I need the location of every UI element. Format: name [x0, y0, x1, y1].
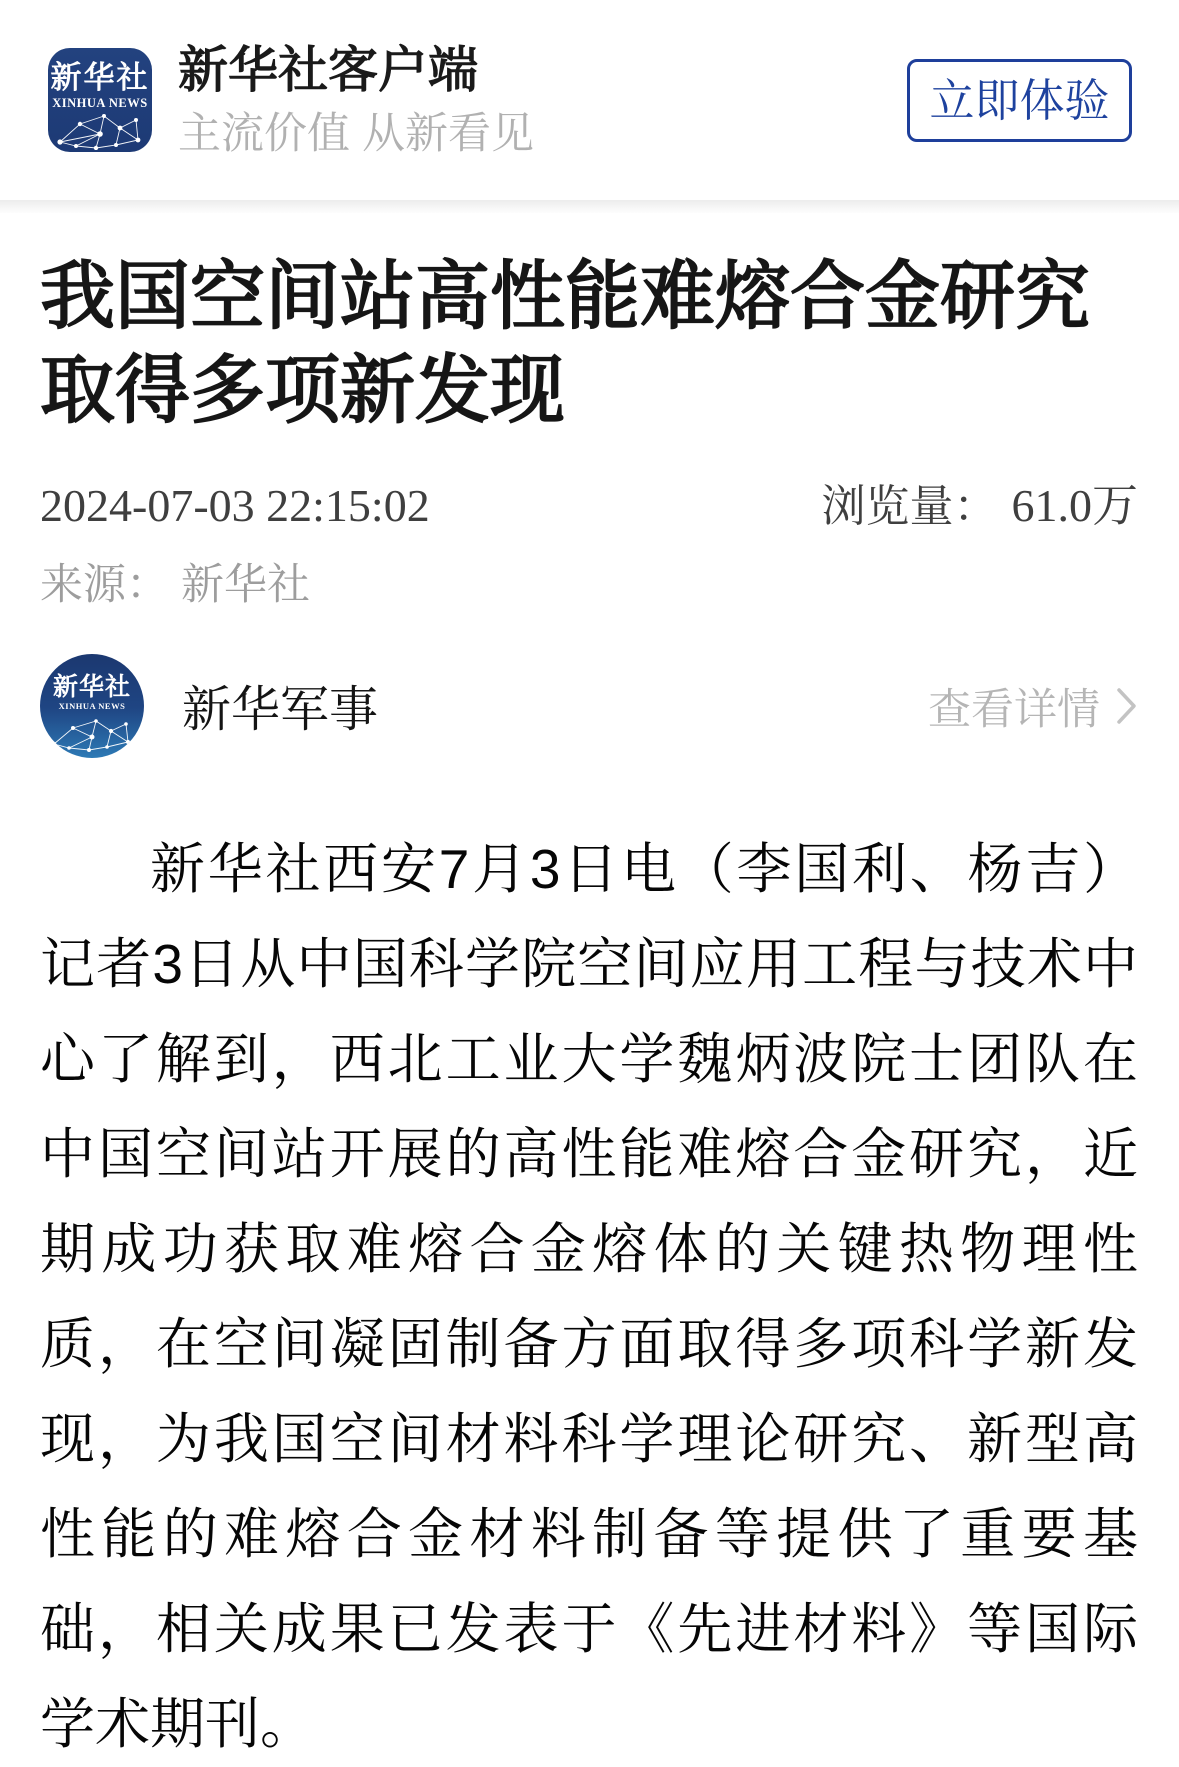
app-slogan: 主流价值 从新看见	[178, 110, 534, 158]
app-download-banner	[0, 0, 1179, 200]
author-avatar[interactable]	[40, 654, 144, 758]
logo-chinese-text: 新华社	[50, 60, 150, 95]
article-main	[0, 249, 1179, 1767]
header-divider	[0, 200, 1179, 213]
view-details-link[interactable]	[928, 676, 1138, 737]
chevron-right-icon	[1116, 687, 1138, 725]
logo-english-text: XINHUA NEWS	[52, 96, 148, 110]
article-meta-row	[40, 469, 1138, 535]
open-app-button[interactable]: 立即体验	[907, 59, 1132, 142]
avatar-english-text: XINHUA NEWS	[58, 701, 126, 711]
author-name: 新华军事	[182, 683, 379, 737]
view-count	[822, 469, 1139, 535]
source-value: 新华社	[181, 561, 310, 609]
view-count-value: 61.0万	[1011, 480, 1138, 531]
view-details-label: 查看详情	[928, 685, 1100, 734]
article-title-line-2: 取得多项新发现	[40, 348, 566, 432]
avatar-chinese-text: 新华社	[52, 673, 131, 701]
article-title-line-1: 我国空间站高性能难熔合金研究	[40, 254, 1091, 338]
article-title	[40, 249, 1138, 437]
avatar-constellation-icon	[47, 718, 137, 752]
publish-timestamp: 2024-07-03 22:15:02	[40, 480, 430, 531]
xinhua-app-logo-icon	[48, 48, 152, 152]
author-card[interactable]	[40, 654, 1138, 758]
article-paragraph: 新华社西安7月3日电（李国利、杨吉）记者3日从中国科学院空间应用工程与技术中心了解到，西北工业大学魏炳波院士团队在中国空间站开展的高性能难熔合金研究，近期成功获取难熔合金熔体的关键热物理性质，在空间凝固制备方面取得多项科学新发现，为我国空间材料科学理论研究、新型高性能的难熔合金材料制备等提供了重要基础，相关成果已发表于《先进材料》等国际学术期刊。	[40, 838, 1138, 1755]
source-label: 来源：	[40, 561, 169, 609]
app-meta	[178, 41, 907, 159]
view-count-label: 浏览量：	[821, 482, 998, 531]
article-body	[40, 822, 1138, 1767]
source-row	[40, 551, 1138, 612]
app-name: 新华社客户端	[178, 42, 478, 98]
constellation-network-icon	[52, 112, 148, 150]
